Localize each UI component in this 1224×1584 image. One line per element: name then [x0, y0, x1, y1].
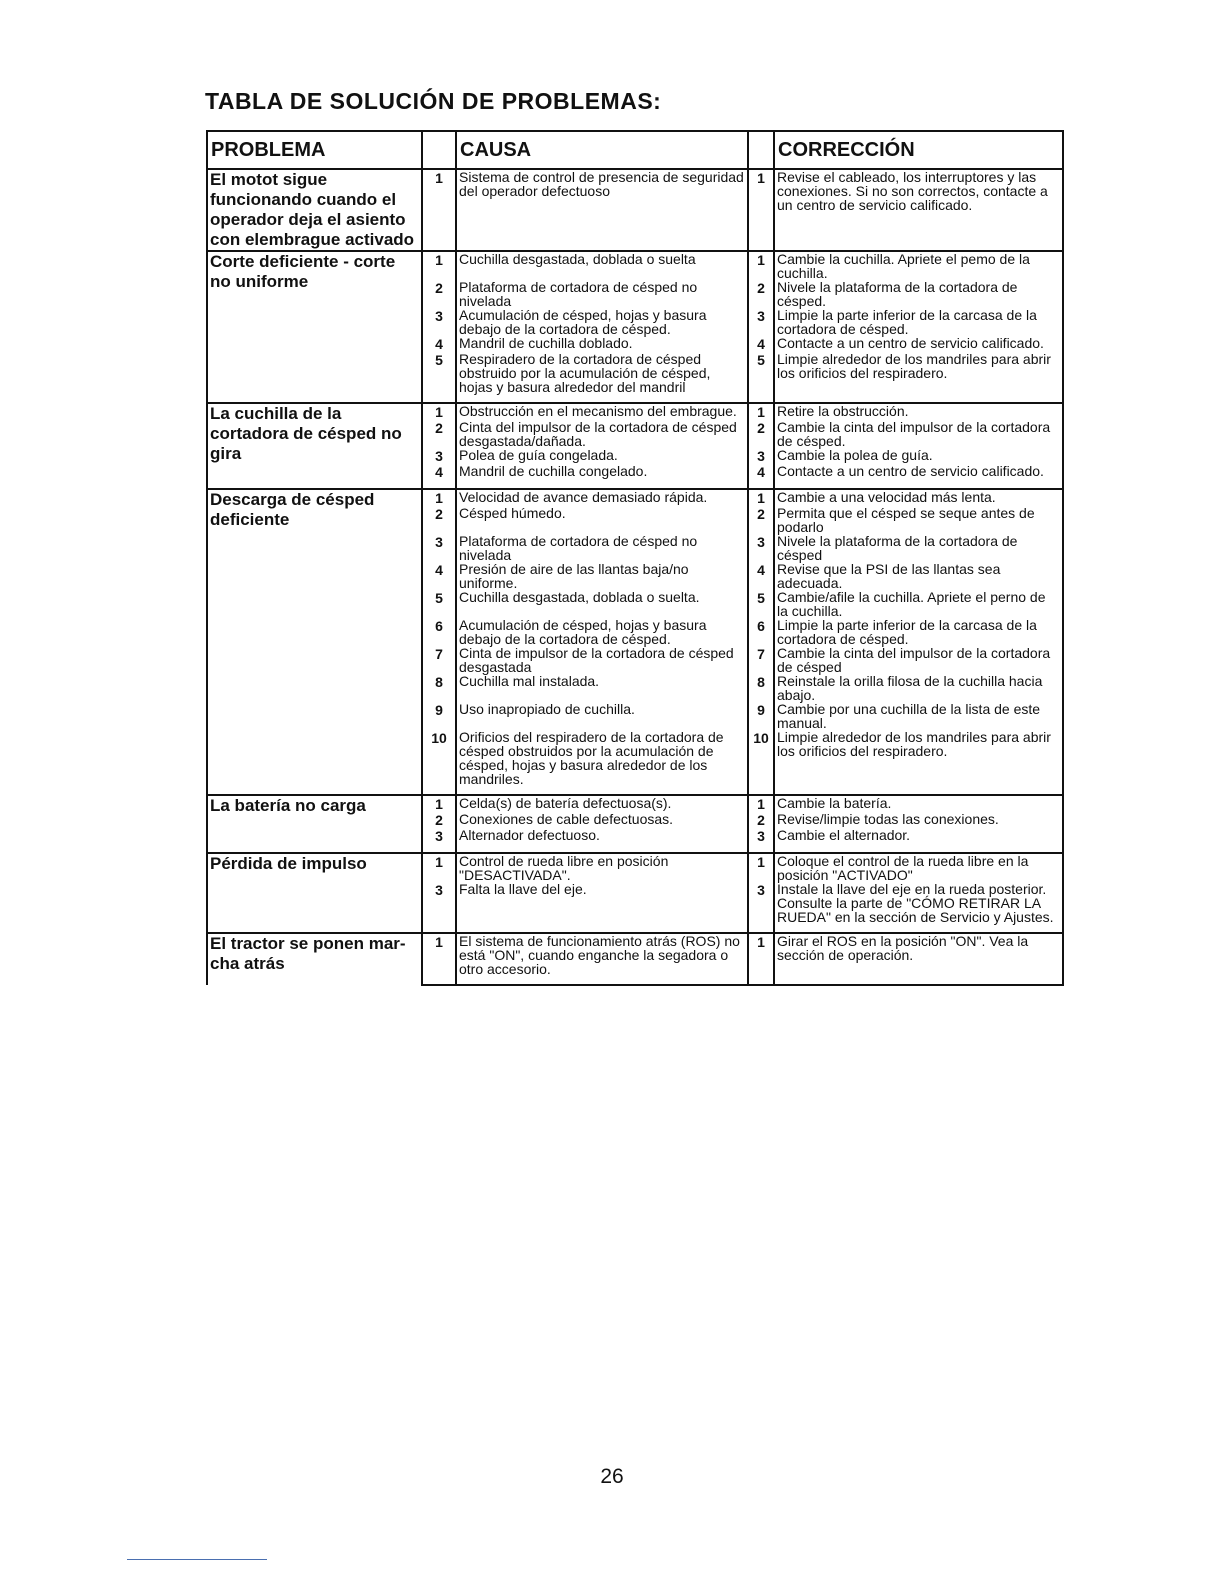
cause-cell: Celda(s) de batería defectuosa(s).: [456, 795, 748, 812]
correction-cell: Contacte a un centro de servicio calificado.: [774, 464, 1063, 480]
cause-cell: Respiradero de la cortadora de césped obstruido por la acumulación de césped, hojas y basura alrededor del mandril: [456, 352, 748, 394]
footer-rule: [127, 1559, 267, 1560]
cause-number: 2: [422, 280, 456, 308]
table-row: [207, 933, 1063, 976]
spacer-cell: [422, 394, 456, 403]
cause-number: 10: [422, 730, 456, 786]
cause-cell: Plataforma de cortadora de césped no nivelada: [456, 280, 748, 308]
cause-number: 5: [422, 352, 456, 394]
correction-number: 9: [748, 702, 774, 730]
spacer-cell: [748, 976, 774, 985]
correction-cell: Coloque el control de la rueda libre en la posición "ACTIVADO": [774, 853, 1063, 882]
cause-cell: El sistema de funcionamiento atrás (ROS) no está "ON", cuando enganche la segadora o otro accesorio.: [456, 933, 748, 976]
spacer-cell: [456, 976, 748, 985]
header-correccion: CORRECCIÓN: [774, 131, 1063, 169]
correction-number: 2: [748, 280, 774, 308]
spacer-cell: [456, 844, 748, 853]
correction-cell: Girar el ROS en la posición "ON". Vea la sección de operación.: [774, 933, 1063, 976]
cause-number: 2: [422, 420, 456, 448]
correction-number: 3: [748, 828, 774, 844]
correction-number: 4: [748, 336, 774, 352]
problem-cell: Corte deficiente - corte no uniforme: [207, 251, 422, 403]
table-header-row: [207, 131, 1063, 169]
correction-cell: Cambie la cinta del impulsor de la cortadora de césped.: [774, 420, 1063, 448]
correction-cell: Revise/limpie todas las conexiones.: [774, 812, 1063, 828]
cause-cell: Polea de guía congelada.: [456, 448, 748, 464]
correction-number: 1: [748, 853, 774, 882]
spacer-cell: [456, 394, 748, 403]
problem-cell: Pérdida de impulso: [207, 853, 422, 933]
table-row: [207, 795, 1063, 812]
header-causa: CAUSA: [456, 131, 748, 169]
spacer-cell: [774, 242, 1063, 251]
cause-cell: Mandril de cuchilla congelado.: [456, 464, 748, 480]
correction-cell: Cambie la polea de guía.: [774, 448, 1063, 464]
table-row: [207, 489, 1063, 506]
cause-cell: Presión de aire de las llantas baja/no uniforme.: [456, 562, 748, 590]
spacer-cell: [748, 480, 774, 489]
cause-cell: Cuchilla desgastada, doblada o suelta.: [456, 590, 748, 618]
spacer-cell: [422, 242, 456, 251]
problem-cell: La batería no carga: [207, 795, 422, 853]
cause-cell: Obstrucción en el mecanismo del embrague.: [456, 403, 748, 420]
problem-cell: El tractor se ponen mar- cha atrás: [207, 933, 422, 985]
correction-number: 4: [748, 562, 774, 590]
spacer-cell: [774, 976, 1063, 985]
cause-number: 1: [422, 169, 456, 242]
table-row: [207, 251, 1063, 280]
correction-number: 1: [748, 251, 774, 280]
cause-cell: Cuchilla mal instalada.: [456, 674, 748, 702]
cause-number: 9: [422, 702, 456, 730]
correction-cell: Cambie por una cuchilla de la lista de este manual.: [774, 702, 1063, 730]
table-row: [207, 169, 1063, 242]
correction-number: 4: [748, 464, 774, 480]
cause-cell: Acumulación de césped, hojas y basura debajo de la cortadora de césped.: [456, 618, 748, 646]
correction-cell: Cambie a una velocidad más lenta.: [774, 489, 1063, 506]
cause-number: 1: [422, 853, 456, 882]
spacer-cell: [422, 976, 456, 985]
correction-number: 6: [748, 618, 774, 646]
cause-number: 3: [422, 534, 456, 562]
cause-number: 4: [422, 336, 456, 352]
cause-cell: Césped húmedo.: [456, 506, 748, 534]
cause-number: 4: [422, 464, 456, 480]
problem-cell: Descarga de césped deficiente: [207, 489, 422, 795]
cause-number: 1: [422, 489, 456, 506]
page-number: 26: [600, 1465, 624, 1488]
correction-number: 2: [748, 506, 774, 534]
correction-number: 1: [748, 403, 774, 420]
correction-number: 1: [748, 489, 774, 506]
spacer-cell: [748, 242, 774, 251]
cause-number: 2: [422, 812, 456, 828]
spacer-cell: [422, 786, 456, 795]
header-problema: PROBLEMA: [207, 131, 422, 169]
spacer-cell: [748, 924, 774, 933]
correction-number: 7: [748, 646, 774, 674]
correction-cell: Retire la obstrucción.: [774, 403, 1063, 420]
spacer-cell: [774, 786, 1063, 795]
correction-cell: Cambie/afile la cuchilla. Apriete el perno de la cuchilla.: [774, 590, 1063, 618]
correction-number: 10: [748, 730, 774, 786]
page-title: TABLA DE SOLUCIÓN DE PROBLEMAS:: [205, 88, 662, 114]
correction-number: 8: [748, 674, 774, 702]
cause-number: 5: [422, 590, 456, 618]
header-num-1: [422, 131, 456, 169]
cause-number: 3: [422, 828, 456, 844]
correction-cell: Limpie alrededor de los mandriles para abrir los orificios del respiradero.: [774, 352, 1063, 394]
cause-cell: Orificios del respiradero de la cortadora de césped obstruidos por la acumulación de césped, hojas y basura alrededor de los mandriles.: [456, 730, 748, 786]
spacer-cell: [748, 844, 774, 853]
cause-cell: Mandril de cuchilla doblado.: [456, 336, 748, 352]
cause-number: 6: [422, 618, 456, 646]
cause-number: 1: [422, 795, 456, 812]
correction-cell: Permita que el césped se seque antes de podarlo: [774, 506, 1063, 534]
correction-cell: Limpie la parte inferior de la carcasa de la cortadora de césped.: [774, 618, 1063, 646]
correction-number: 1: [748, 169, 774, 242]
correction-cell: Reinstale la orilla filosa de la cuchilla hacia abajo.: [774, 674, 1063, 702]
cause-number: 7: [422, 646, 456, 674]
troubleshooting-table: [206, 130, 1064, 986]
cause-number: 3: [422, 308, 456, 336]
table-body: [207, 169, 1063, 985]
cause-number: 3: [422, 448, 456, 464]
correction-cell: Cambie la cuchilla. Apriete el pemo de la cuchilla.: [774, 251, 1063, 280]
table-row: [207, 853, 1063, 882]
correction-cell: Revise que la PSI de las llantas sea adecuada.: [774, 562, 1063, 590]
cause-number: 4: [422, 562, 456, 590]
problem-cell: El motot sigue funcionando cuando el operador deja el asiento con elembrague activado: [207, 169, 422, 251]
cause-cell: Falta la llave del eje.: [456, 882, 748, 924]
spacer-cell: [748, 394, 774, 403]
cause-number: 1: [422, 251, 456, 280]
cause-cell: Control de rueda libre en posición "DESACTIVADA".: [456, 853, 748, 882]
spacer-cell: [456, 480, 748, 489]
cause-cell: Velocidad de avance demasiado rápida.: [456, 489, 748, 506]
spacer-cell: [422, 924, 456, 933]
cause-cell: Cinta de impulsor de la cortadora de césped desgastada: [456, 646, 748, 674]
correction-number: 3: [748, 534, 774, 562]
correction-number: 3: [748, 448, 774, 464]
correction-number: 1: [748, 933, 774, 976]
cause-cell: Acumulación de césped, hojas y basura debajo de la cortadora de césped.: [456, 308, 748, 336]
correction-cell: Nivele la plataforma de la cortadora de césped.: [774, 280, 1063, 308]
spacer-cell: [774, 394, 1063, 403]
cause-number: 8: [422, 674, 456, 702]
spacer-cell: [774, 480, 1063, 489]
correction-cell: Cambie el alternador.: [774, 828, 1063, 844]
cause-number: 2: [422, 506, 456, 534]
cause-number: 1: [422, 933, 456, 976]
spacer-cell: [774, 924, 1063, 933]
correction-number: 3: [748, 308, 774, 336]
correction-cell: Instale la llave del eje en la rueda posterior. Consulte la parte de "CÓMO RETIRAR LA RUEDA" en la sección de Servicio y Ajustes.: [774, 882, 1063, 924]
correction-cell: Limpie alrededor de los mandriles para abrir los orificios del respiradero.: [774, 730, 1063, 786]
problem-cell: La cuchilla de la cortadora de césped no gira: [207, 403, 422, 489]
cause-cell: Cinta del impulsor de la cortadora de césped desgastada/dañada.: [456, 420, 748, 448]
spacer-cell: [748, 786, 774, 795]
spacer-cell: [774, 844, 1063, 853]
correction-cell: Revise el cableado, los interruptores y las conexiones. Si no son correctos, contacte a un centro de servicio calificado.: [774, 169, 1063, 242]
correction-cell: Cambie la batería.: [774, 795, 1063, 812]
cause-number: 3: [422, 882, 456, 924]
spacer-cell: [422, 844, 456, 853]
correction-number: 2: [748, 420, 774, 448]
cause-cell: Alternador defectuoso.: [456, 828, 748, 844]
cause-cell: Cuchilla desgastada, doblada o suelta: [456, 251, 748, 280]
spacer-cell: [456, 924, 748, 933]
spacer-cell: [456, 786, 748, 795]
correction-number: 3: [748, 882, 774, 924]
correction-number: 1: [748, 795, 774, 812]
header-num-2: [748, 131, 774, 169]
correction-cell: Nivele la plataforma de la cortadora de césped: [774, 534, 1063, 562]
cause-number: 1: [422, 403, 456, 420]
correction-number: 5: [748, 352, 774, 394]
cause-cell: Conexiones de cable defectuosas.: [456, 812, 748, 828]
spacer-cell: [456, 242, 748, 251]
correction-cell: Limpie la parte inferior de la carcasa de la cortadora de césped.: [774, 308, 1063, 336]
correction-number: 5: [748, 590, 774, 618]
spacer-cell: [422, 480, 456, 489]
cause-cell: Plataforma de cortadora de césped no nivelada: [456, 534, 748, 562]
cause-cell: Uso inapropiado de cuchilla.: [456, 702, 748, 730]
table-row: [207, 403, 1063, 420]
correction-cell: Cambie la cinta del impulsor de la cortadora de césped: [774, 646, 1063, 674]
cause-cell: Sistema de control de presencia de seguridad del operador defectuoso: [456, 169, 748, 242]
correction-cell: Contacte a un centro de servicio calificado.: [774, 336, 1063, 352]
correction-number: 2: [748, 812, 774, 828]
